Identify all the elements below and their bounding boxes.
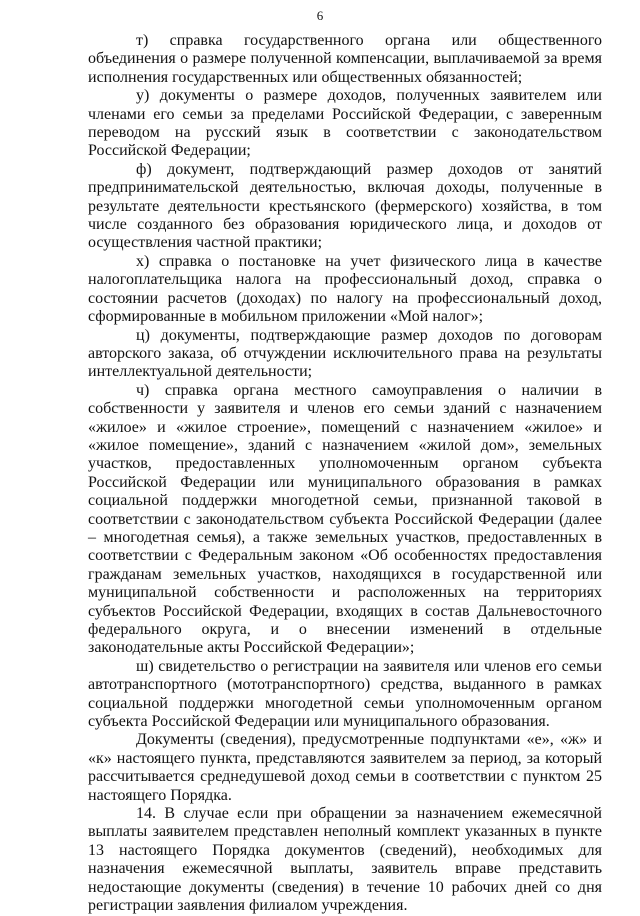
paragraph-documents-note: Документы (сведения), предусмотренные подпунктами «е», «ж» и «к» настоящего пункта, представляются заявителем за период, за который рассчитывается среднедушевой доход семьи в соответствии с пунктом 25 настоящего Порядка.	[88, 731, 602, 804]
paragraph-sh: ш) свидетельство о регистрации на заявителя или членов его семьи автотранспортного (мототранспортного) средства, выданного в рамках социальной поддержки многодетной семьи уполномоченным органом субъекта Российской Федерации или муниципального образования.	[88, 657, 602, 731]
paragraph-kh: х) справка о постановке на учет физического лица в качестве налогоплательщика налога на профессиональный доход, справка о состоянии расчетов (доходах) по налогу на профессиональный доход, сформированные в мобильном приложении «Мой налог»;	[88, 252, 602, 326]
paragraph-14: 14. В случае если при обращении за назначением ежемесячной выплаты заявителем представлен неполный комплект указанных в пункте 13 настоящего Порядка документов (сведений), необходимых для назначения ежемесячной выплаты, заявитель вправе представить недостающие документы (сведения) в течение 10 рабочих дней со дня регистрации заявления филиалом учреждения.	[88, 805, 602, 915]
paragraph-ch: ч) справка органа местного самоуправления о наличии в собственности у заявителя и членов его семьи зданий с назначением «жилое» и «жилое строение», помещений с назначением «жилое» и «жилое помещение», зданий с назначением «жилой дом», земельных участков, предоставленных уполномоченным органом субъекта Российской Федерации или муниципального образования в рамках социальной поддержки многодетной семьи, признанной таковой в соответствии с законодательством субъекта Российской Федерации (далее – многодетная семья), а также земельных участков, предоставленных в соответствии с Федеральным законом «Об особенностях предоставления гражданам земельных участков, находящихся в государственной или муниципальной собственности и расположенных на территориях субъектов Российской Федерации, входящих в состав Дальневосточного федерального округа, и о внесении изменений в отдельные законодательные акты Российской Федерации»;	[88, 381, 602, 657]
paragraph-u: у) документы о размере доходов, полученных заявителем или членами его семьи за пределами Российской Федерации, с заверенным переводом на русский язык в соответствии с законодательством Российской Федерации;	[88, 87, 602, 160]
document-body	[88, 32, 602, 916]
paragraph-ts: ц) документы, подтверждающие размер доходов по договорам авторского заказа, об отчуждении исключительного права на результаты интеллектуальной деятельности;	[88, 326, 602, 381]
paragraph-f: ф) документ, подтверждающий размер доходов от занятий предпринимательской деятельностью, включая доходы, полученные в результате деятельности крестьянского (фермерского) хозяйства, в том числе созданного без образования юридического лица, и доходов от осуществления частной практики;	[88, 160, 602, 252]
paragraph-t: т) справка государственного органа или общественного объединения о размере полученной компенсации, выплачиваемой за время исполнения государственных или общественных обязанностей;	[88, 32, 602, 86]
page-number: 6	[316, 8, 324, 23]
